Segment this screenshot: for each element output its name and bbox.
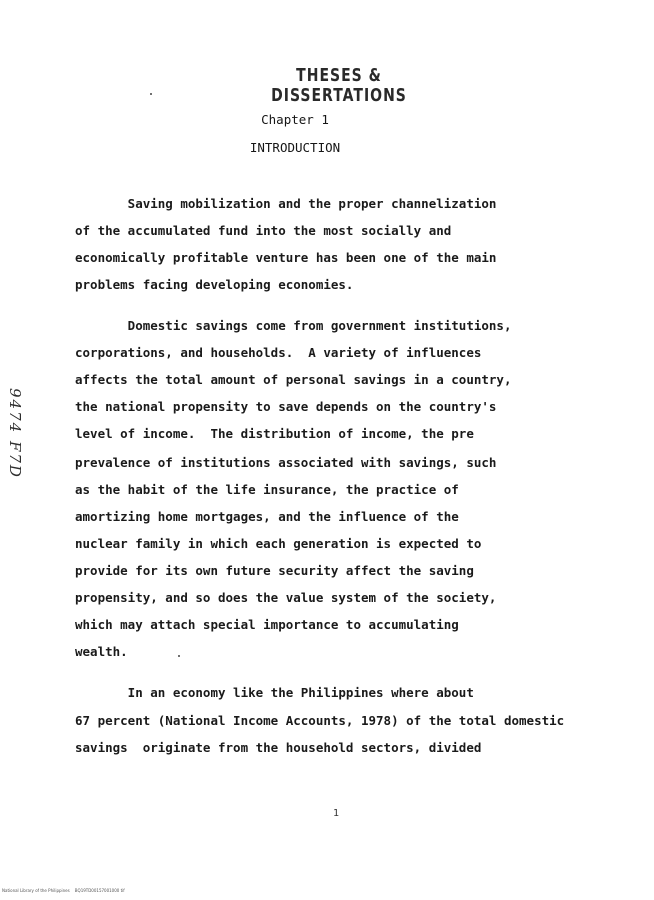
- text-line: the national propensity to save depends on the country's: [75, 399, 497, 414]
- text-line: provide for its own future security affect the saving: [75, 563, 474, 578]
- text-line: problems facing developing economies.: [75, 277, 354, 292]
- margin-call-number: [6, 388, 34, 488]
- text-line: propensity, and so does the value system of the society,: [75, 590, 497, 605]
- text-line: Domestic savings come from government institutions,: [75, 318, 512, 333]
- text-line: Saving mobilization and the proper channelization: [75, 196, 497, 211]
- text-line: amortizing home mortgages, and the influence of the: [75, 509, 459, 524]
- text-line: nuclear family in which each generation is expected to: [75, 536, 482, 551]
- margin-call-number-text: 9474 F7D: [6, 388, 24, 479]
- text-line: level of income. The distribution of income, the pre: [75, 426, 474, 441]
- theses-dissertations-stamp: THESES & DISSERTATIONS: [271, 66, 407, 106]
- text-line: affects the total amount of personal savings in a country,: [75, 372, 512, 387]
- text-line: prevalence of institutions associated with savings, such: [75, 455, 497, 470]
- page-number: 1: [333, 808, 340, 819]
- text-line: wealth.: [75, 644, 128, 659]
- text-line: which may attach special importance to accumulating: [75, 617, 459, 632]
- text-line: savings originate from the household sectors, divided: [75, 740, 482, 755]
- text-line: economically profitable venture has been one of the main: [75, 250, 497, 265]
- scan-footer: National Library of the Philippines BQ19TD00157001000 tif: [2, 888, 125, 893]
- scan-speck: [150, 93, 152, 95]
- chapter-title: INTRODUCTION: [249, 140, 341, 155]
- text-line: as the habit of the life insurance, the practice of: [75, 482, 459, 497]
- text-line: of the accumulated fund into the most socially and: [75, 223, 452, 238]
- chapter-label: Chapter 1: [261, 112, 329, 127]
- text-line: 67 percent (National Income Accounts, 1978) of the total domestic: [75, 713, 565, 728]
- text-line: corporations, and households. A variety of influences: [75, 345, 482, 360]
- text-line: In an economy like the Philippines where about: [75, 685, 474, 700]
- scan-speck: [178, 655, 180, 657]
